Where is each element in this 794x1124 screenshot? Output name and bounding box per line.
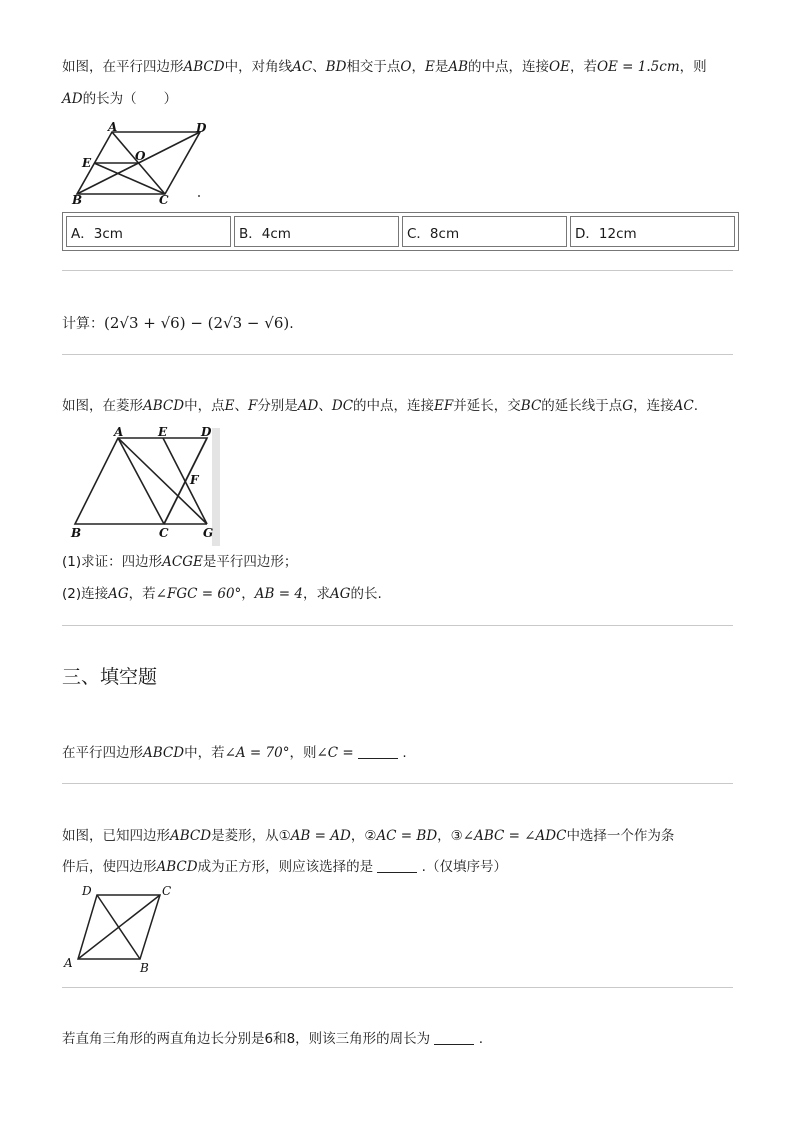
q1-option-d[interactable]: D．12cm [570,216,735,247]
q5-text: 成为正方形，则应该选择的是 [197,859,374,875]
answer-blank[interactable] [434,1030,474,1045]
q3-math: ACGE [162,554,203,570]
q5-text: .（仅填序号） [421,859,507,875]
q1-label-o: O [135,149,146,163]
q1-label-c: C [159,193,169,206]
q4-math: ABCD [143,745,185,761]
q1-text: 是 [434,59,449,75]
q3-text: 的长. [350,586,382,602]
q1-parallelogram-figure [68,120,208,206]
q1-math: OE = 1.5cm [596,59,680,75]
q3-text: (2)连接 [62,586,109,602]
divider [62,625,733,626]
q5-label-d: D [82,884,92,898]
q5-text: 如图，已知四边形 [62,828,170,844]
q1-label-d: D [196,121,207,135]
q5-math: ABCD [170,828,212,844]
q1-text: 的中点，连接 [468,59,550,75]
q3-math: G [622,398,634,414]
q3-math: AD [297,398,319,414]
q3-text: 中，点 [184,398,225,414]
q1-math: AB [448,59,469,75]
q3-stem-line1 [62,396,698,416]
q3-text: . [693,398,698,414]
q1-label-b: B [72,193,83,206]
divider [62,783,733,784]
q1-text: 相交于点 [346,59,401,75]
q1-option-b[interactable]: B．4cm [234,216,399,247]
q3-math: ABCD [143,398,185,414]
q5-text: 中选择一个作为条 [566,828,675,844]
q1-text: 、 [312,59,326,75]
q5-stem-line2 [62,857,507,877]
q1-stem-line2 [62,89,177,109]
q3-label-d: D [201,426,212,439]
q3-part2 [62,584,382,604]
q3-part1 [62,552,297,572]
q1-text: ，若 [569,59,597,75]
q4-math: ∠C = [316,745,354,761]
q5-text: ，② [350,828,377,844]
q5-math: ABCD [156,859,198,875]
q3-math: BC [520,398,542,414]
q1-option-c[interactable]: C．8cm [402,216,567,247]
q4-text: . [402,745,407,761]
q1-math: AD [62,91,83,107]
q3-text: ， [241,586,255,602]
q3-math: EF [434,398,454,414]
q3-text: 的中点，连接 [353,398,435,414]
q1-options [62,212,739,251]
q1-text: 如图，在平行四边形 [62,59,184,75]
q5-math: AB = AD [290,828,351,844]
q4-text: 在平行四边形 [62,745,143,761]
q3-rhombus-figure [66,426,228,548]
q5-label-b: B [140,961,149,975]
q6-text: 若直角三角形的两直角边长分别是6和8，则该三角形的周长为 [62,1031,431,1047]
q3-text: 、 [234,398,248,414]
q5-text: ，③ [437,828,463,844]
q1-math: BD [325,59,347,75]
q3-text: ，若 [128,586,156,602]
q1-math: AC [292,59,313,75]
answer-blank[interactable] [358,744,398,759]
q3-math: DC [331,398,354,414]
q5-label-c: C [162,884,172,898]
q5-label-a: A [64,956,73,970]
q5-math: AC = BD [376,828,438,844]
q3-label-e: E [158,426,168,439]
q1-math: O [400,59,412,75]
q1-stem-line1 [62,57,707,77]
q3-label-c: C [159,526,169,540]
answer-blank[interactable] [377,858,417,873]
q1-math: OE [549,59,570,75]
q6-text: . [478,1031,484,1047]
q5-text: 件后，使四边形 [62,859,157,875]
q3-math: ∠FGC = 60° [155,586,242,602]
divider [62,270,733,271]
q1-math: ABCD [183,59,225,75]
q2-stem [62,313,294,334]
q3-text: 如图，在菱形 [62,398,143,414]
q4-text: 中，若 [184,745,225,761]
q3-math: E [224,398,235,414]
q5-rhombus-figure [62,882,182,976]
q1-math: E [425,59,435,75]
q1-options-table [62,212,739,251]
q4-text: ，则 [289,745,317,761]
q5-math: ∠ABC = ∠ADC [462,828,567,844]
q6-stem [62,1029,483,1049]
q2-expression: (2√3 + √6) − (2√3 − √6) [104,314,290,332]
q1-text: 的长为（ ） [82,91,178,107]
q4-stem [62,743,407,763]
q3-label-a: A [114,426,124,439]
q3-text: 并延长，交 [453,398,521,414]
q3-text: 分别是 [257,398,298,414]
q3-label-f: F [190,473,199,487]
q3-math: AG [108,586,129,602]
q3-text: 是平行四边形； [202,554,298,570]
q3-text: 的延长线于点 [541,398,623,414]
q3-text: ，求 [302,586,330,602]
q3-math: AG [329,586,351,602]
q1-text: 中，对角线 [224,59,293,75]
q1-text: ， [411,59,425,75]
q1-option-a[interactable]: A．3cm [66,216,231,247]
q3-label-b: B [71,526,82,540]
q3-text: ，连接 [633,398,674,414]
q3-math: AC [673,398,694,414]
q3-text: (1)求证：四边形 [62,554,163,570]
divider [62,354,733,355]
q2-text: . [289,316,294,332]
section-heading: 三、填空题 [62,666,158,688]
q2-text: 计算： [62,316,104,332]
q5-text: 是菱形，从① [211,828,291,844]
q5-stem-line1 [62,826,674,846]
q3-math: AB = 4 [254,586,303,602]
q1-label-a: A [108,120,118,134]
q4-math: ∠A = 70° [224,745,290,761]
divider [62,987,733,988]
q1-label-e: E [82,156,92,170]
q3-label-g: G [203,526,214,540]
q3-text: 、 [318,398,332,414]
q3-math: F [247,398,258,414]
q1-text: ，则 [679,59,707,75]
